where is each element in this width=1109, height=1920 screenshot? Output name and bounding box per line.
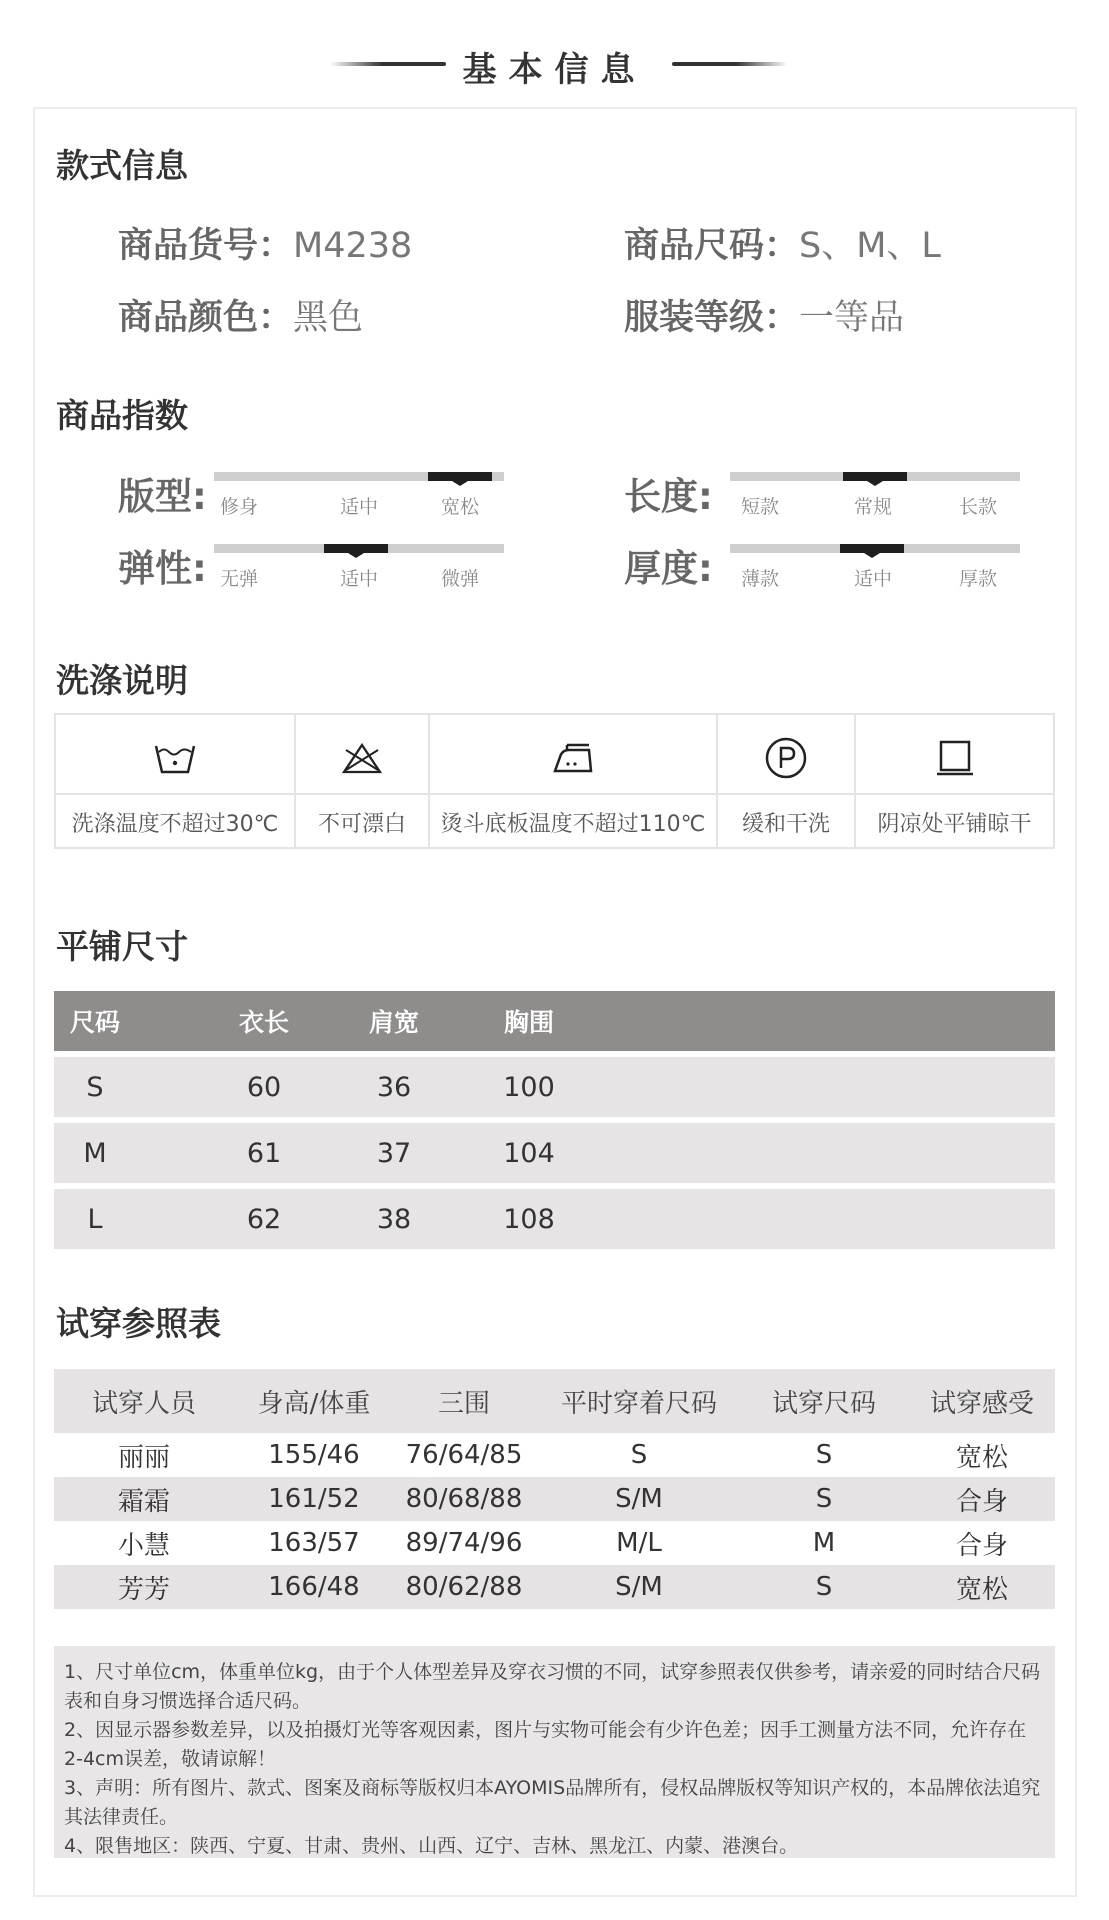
slider-option: 适中: [339, 496, 378, 518]
table-row: [54, 1189, 1055, 1249]
info-item-color: [118, 290, 363, 340]
fit-table-header: [54, 1369, 1055, 1433]
table-cell: S: [815, 1572, 833, 1602]
info-label: 商品颜色：: [118, 298, 294, 338]
fit-header-cell: 试穿人员: [91, 1388, 196, 1419]
table-row: [54, 1565, 1055, 1609]
table-cell: 100: [503, 1071, 555, 1103]
table-cell: 合身: [955, 1486, 1008, 1517]
table-cell: 62: [246, 1203, 282, 1235]
table-cell: 60: [246, 1071, 282, 1103]
table-cell: 166/48: [268, 1572, 360, 1602]
index-label-length: 长度:: [624, 475, 713, 518]
slider-option: 微弹: [440, 568, 479, 590]
table-cell: S: [815, 1440, 833, 1470]
table-cell: 108: [503, 1203, 555, 1235]
slider-marker: [843, 472, 907, 481]
index-label-elasticity: 弹性:: [118, 547, 207, 590]
dry-clean-p-icon: [718, 733, 854, 783]
table-cell: 80/68/88: [405, 1484, 523, 1514]
table-cell: M: [812, 1528, 836, 1558]
index-slider-fit: [214, 472, 504, 518]
info-label: 商品货号：: [118, 226, 294, 266]
info-value: 一等品: [799, 298, 905, 338]
slider-marker: [324, 544, 388, 553]
section-title-size: 平铺尺寸: [56, 927, 188, 966]
table-row: [54, 1477, 1055, 1521]
table-cell: 61: [246, 1137, 282, 1169]
fit-header-cell: 平时穿着尺码: [560, 1388, 717, 1419]
table-cell: S: [86, 1071, 104, 1103]
fit-header-cell: 身高/体重: [257, 1388, 371, 1419]
table-cell: 76/64/85: [405, 1440, 523, 1470]
cell-divider: [718, 793, 854, 795]
index-label-fit: 版型:: [118, 475, 207, 518]
table-cell: 89/74/96: [405, 1528, 523, 1558]
table-row: [54, 1123, 1055, 1183]
info-label: 商品尺码：: [624, 226, 800, 266]
slider-option: 常规: [853, 496, 892, 518]
info-item-sku: [118, 218, 412, 268]
page-title: 基本信息: [462, 50, 647, 90]
table-cell: 小慧: [117, 1530, 170, 1561]
info-item-grade: [624, 290, 904, 340]
washing-cell: [856, 715, 1053, 847]
index-slider-elasticity: [214, 544, 504, 590]
size-header-cell: 肩宽: [368, 1008, 419, 1037]
washing-text: 烫斗底板温度不超过110℃: [440, 812, 706, 837]
note-item: 2、因显示器参数差异，以及拍摄灯光等客观因素，图片与实物可能会有少许色差；因手工测量方法不同，允许存在2-4cm误差，敬请谅解！: [64, 1719, 1027, 1770]
info-item-sizes: [624, 218, 941, 268]
index-slider-thickness: [730, 544, 1020, 590]
table-row: [54, 1057, 1055, 1117]
table-cell: 霜霜: [117, 1486, 170, 1517]
section-title-washing: 洗涤说明: [56, 661, 188, 700]
section-title-index: 商品指数: [56, 396, 188, 435]
cell-divider: [430, 793, 716, 795]
note-item: 3、声明：所有图片、款式、图案及商标等版权归本AYOMIS品牌所有，侵权品牌版权等知识产权的，本品牌依法追究其法律责任。: [64, 1777, 1041, 1828]
washing-text: 不可漂白: [317, 812, 406, 837]
flat-dry-icon: [856, 733, 1053, 783]
table-cell: L: [87, 1203, 103, 1235]
table-cell: 丽丽: [117, 1442, 170, 1473]
slider-option: 宽松: [440, 496, 479, 518]
info-label: 服装等级：: [624, 298, 800, 338]
header-divider-right: [672, 62, 788, 66]
table-cell: 芳芳: [117, 1574, 170, 1605]
cell-divider: [296, 793, 428, 795]
washing-text: 缓和干洗: [741, 812, 830, 837]
info-value: 黑色: [293, 298, 364, 338]
info-value: S、M、L: [799, 226, 941, 266]
table-row: [54, 1433, 1055, 1477]
size-table-header: [54, 991, 1055, 1051]
iron-icon: [430, 733, 716, 783]
fit-reference-table: [54, 1369, 1055, 1609]
index-label-thickness: 厚度:: [624, 547, 713, 590]
table-cell: 161/52: [268, 1484, 360, 1514]
cell-divider: [56, 793, 294, 795]
note-item: 1、尺寸单位cm，体重单位kg，由于个人体型差异及穿衣习惯的不同，试穿参照表仅供参考，请亲爱的同时结合尺码表和自身习惯选择合适尺码。: [64, 1661, 1041, 1712]
fit-header-cell: 试穿尺码: [771, 1388, 876, 1419]
washing-cell: [430, 715, 718, 847]
notes-box: [54, 1646, 1055, 1858]
wash-tub-icon: [56, 733, 294, 783]
table-cell: 宽松: [955, 1574, 1008, 1605]
slider-marker: [840, 544, 904, 553]
size-table: [54, 991, 1055, 1249]
section-title-fit: 试穿参照表: [56, 1304, 221, 1343]
size-header-cell: 衣长: [238, 1008, 289, 1037]
table-cell: S/M: [615, 1484, 663, 1514]
table-cell: 38: [376, 1203, 412, 1235]
fit-header-cell: 试穿感受: [929, 1388, 1034, 1419]
table-cell: M: [83, 1137, 107, 1169]
table-cell: 36: [376, 1071, 412, 1103]
washing-cell: [296, 715, 430, 847]
slider-option: 适中: [853, 568, 892, 590]
slider-option: 短款: [740, 496, 779, 518]
table-cell: 合身: [955, 1530, 1008, 1561]
washing-text: 洗涤温度不超过30℃: [71, 812, 279, 837]
note-item: 4、限售地区：陕西、宁夏、甘肃、贵州、山西、辽宁、吉林、黑龙江、内蒙、港澳台。: [64, 1835, 799, 1857]
slider-option: 厚款: [958, 568, 997, 590]
washing-text: 阴凉处平铺晾干: [877, 812, 1032, 837]
size-header-cell: 胸围: [503, 1008, 554, 1037]
index-slider-length: [730, 472, 1020, 518]
slider-option: 适中: [339, 568, 378, 590]
slider-marker: [428, 472, 492, 481]
table-cell: 155/46: [268, 1440, 360, 1470]
table-row: [54, 1521, 1055, 1565]
page-header: [0, 36, 1109, 88]
table-cell: S: [815, 1484, 833, 1514]
washing-table: [54, 713, 1055, 849]
fit-header-cell: 三围: [437, 1388, 490, 1419]
no-bleach-icon: [296, 733, 428, 783]
table-cell: S: [630, 1440, 648, 1470]
table-cell: 宽松: [955, 1442, 1008, 1473]
table-cell: S/M: [615, 1572, 663, 1602]
info-value: M4238: [293, 226, 413, 266]
table-cell: 163/57: [268, 1528, 360, 1558]
size-header-cell: 尺码: [69, 1008, 120, 1037]
table-cell: 104: [503, 1137, 555, 1169]
slider-option: 无弹: [219, 568, 258, 590]
table-cell: 80/62/88: [405, 1572, 523, 1602]
cell-divider: [856, 793, 1053, 795]
table-cell: 37: [376, 1137, 412, 1169]
washing-cell: [56, 715, 296, 847]
slider-option: 薄款: [740, 568, 779, 590]
slider-option: 长款: [958, 496, 997, 518]
washing-cell: [718, 715, 856, 847]
table-cell: M/L: [616, 1528, 662, 1558]
slider-option: 修身: [219, 496, 258, 518]
section-title-style-info: 款式信息: [56, 146, 188, 185]
